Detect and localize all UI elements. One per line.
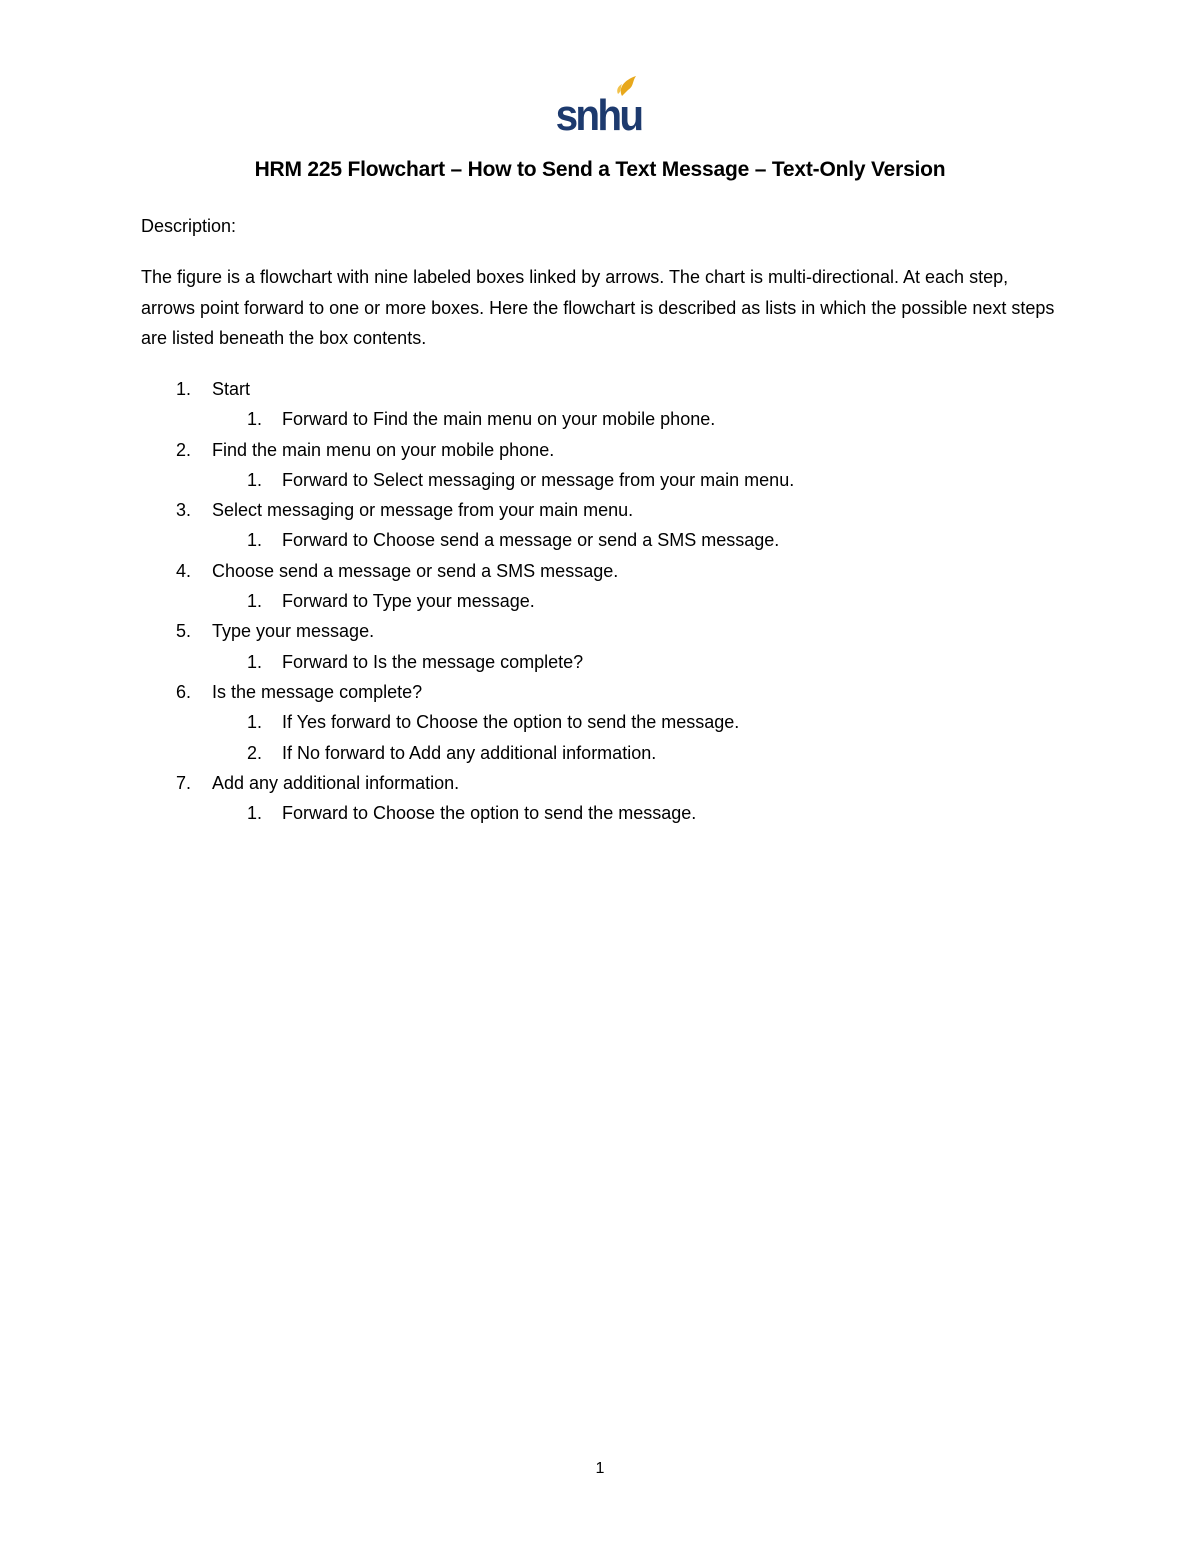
step-number: 7. xyxy=(176,772,192,793)
step-number: 6. xyxy=(176,681,192,702)
svg-text:snhu: snhu xyxy=(555,90,642,134)
step-item xyxy=(141,677,1101,768)
next-step-item xyxy=(141,738,1101,768)
description-label: Description: xyxy=(141,216,237,236)
next-step-number: 1. xyxy=(247,712,263,733)
next-step-number: 1. xyxy=(247,803,263,824)
next-step-text: If No forward to Add any additional information. xyxy=(282,742,657,763)
step-item xyxy=(141,616,1101,677)
step-text: Find the main menu on your mobile phone. xyxy=(212,439,555,460)
snhu-logo-graphic xyxy=(552,72,648,134)
step-text: Start xyxy=(212,379,251,399)
next-step-item xyxy=(141,798,1101,828)
page-number: 1 xyxy=(595,1460,605,1477)
next-step-item xyxy=(141,465,1101,495)
step-number: 2. xyxy=(176,439,192,460)
next-step-number: 1. xyxy=(247,651,263,672)
next-step-text: Forward to Type your message. xyxy=(282,591,535,612)
page-title: HRM 225 Flowchart – How to Send a Text Message – Text-Only Version xyxy=(254,158,946,181)
next-step-text: Forward to Select messaging or message from your main menu. xyxy=(282,469,795,490)
next-step-number: 1. xyxy=(247,530,263,551)
description-paragraph: The figure is a flowchart with nine labeled boxes linked by arrows. The chart is multi-directional. At each step, arrows point forward to one or more boxes. Here the flowchart is described as lists in which the possible next steps are listed beneath the box contents. xyxy=(141,267,1055,348)
step-item xyxy=(141,435,1101,496)
step-number: 5. xyxy=(176,621,192,642)
next-step-text: If Yes forward to Choose the option to send the message. xyxy=(282,712,740,733)
step-text: Choose send a message or send a SMS message. xyxy=(212,560,619,581)
step-number: 4. xyxy=(176,560,192,581)
snhu-logo xyxy=(552,72,648,134)
next-step-item xyxy=(141,707,1101,737)
next-step-number: 2. xyxy=(247,742,263,763)
next-step-item xyxy=(141,586,1101,616)
step-item xyxy=(141,556,1101,617)
step-text: Type your message. xyxy=(212,621,375,642)
next-step-item xyxy=(141,647,1101,677)
next-step-number: 1. xyxy=(247,591,263,612)
step-number: 1. xyxy=(176,379,192,399)
next-step-text: Forward to Choose the option to send the message. xyxy=(282,803,697,824)
next-step-item xyxy=(141,525,1101,555)
next-step-text: Forward to Is the message complete? xyxy=(282,651,584,672)
step-item xyxy=(141,495,1101,556)
step-number: 3. xyxy=(176,500,192,521)
flowchart-step-list xyxy=(141,374,1101,828)
step-text: Select messaging or message from your main menu. xyxy=(212,500,634,521)
next-step-number: 1. xyxy=(247,409,263,430)
step-text: Add any additional information. xyxy=(212,772,460,793)
step-item xyxy=(141,768,1101,829)
next-step-number: 1. xyxy=(247,469,263,490)
step-item xyxy=(141,374,1101,435)
step-text: Is the message complete? xyxy=(212,681,423,702)
next-step-text: Forward to Find the main menu on your mobile phone. xyxy=(282,409,716,430)
next-step-item xyxy=(141,404,1101,434)
next-step-text: Forward to Choose send a message or send a SMS message. xyxy=(282,530,780,551)
